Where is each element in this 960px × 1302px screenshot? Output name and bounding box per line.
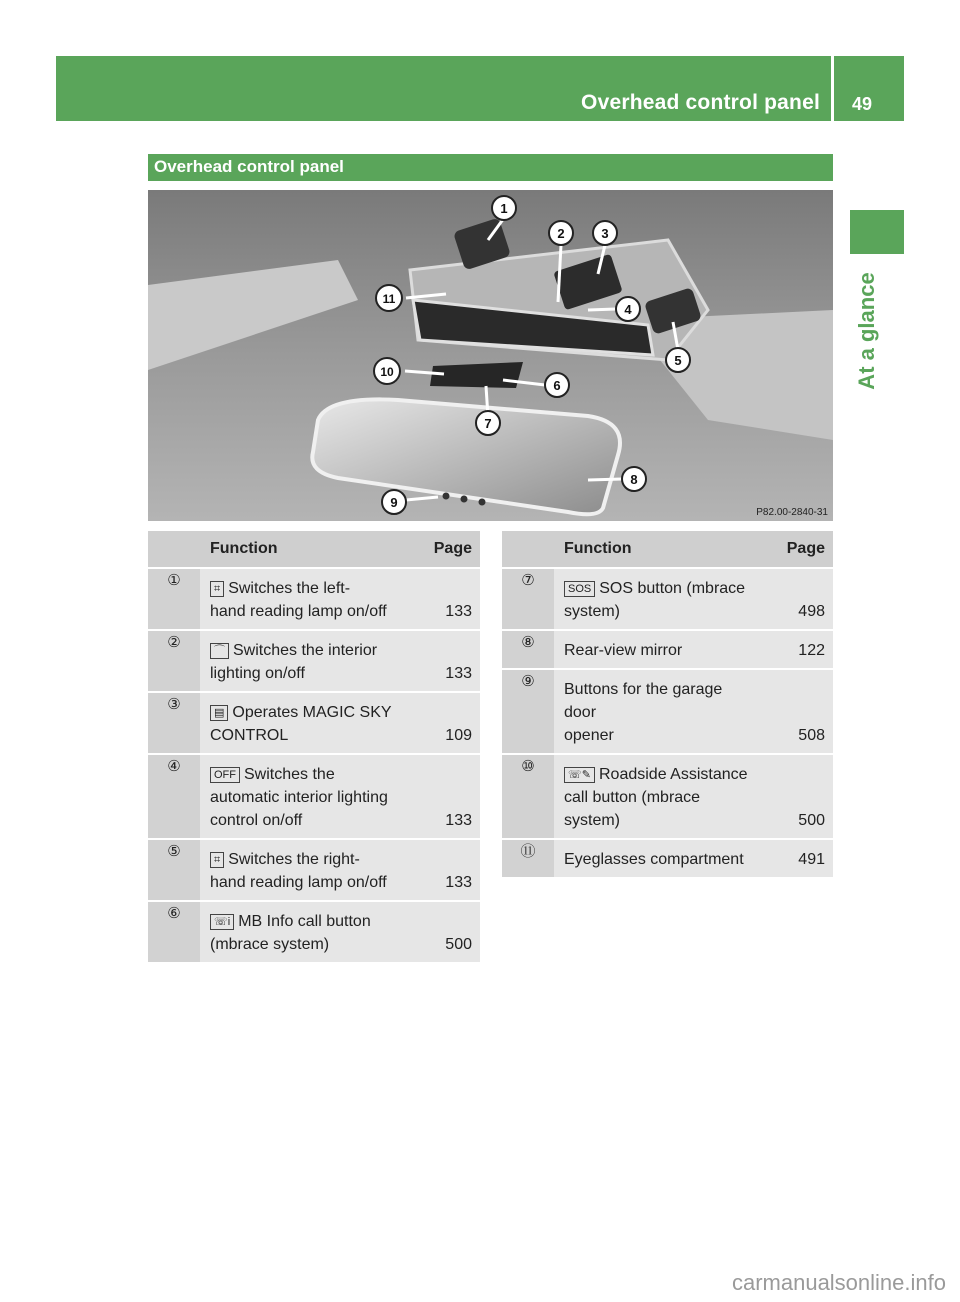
column-header-page: Page	[414, 531, 480, 567]
row-page-reference[interactable]: 133	[414, 569, 480, 629]
row-function-text: call button (mbrace	[564, 789, 701, 806]
row-function-text: Buttons for the garage door	[564, 681, 723, 721]
row-function-text: control on/off	[210, 812, 303, 829]
row-function	[200, 902, 414, 962]
reading-lamp-icon: ⌗	[210, 581, 224, 597]
table-row	[148, 569, 480, 629]
row-number: ⑨	[502, 670, 554, 753]
row-function-text: hand reading lamp on/off	[210, 874, 387, 891]
row-function	[200, 755, 414, 838]
row-function	[200, 840, 414, 900]
row-function	[200, 693, 414, 753]
row-page-reference[interactable]: 500	[767, 755, 833, 838]
callout-6: 6	[553, 378, 561, 393]
row-function-text: Operates MAGIC SKY	[232, 704, 392, 721]
sos-icon: SOS	[564, 581, 595, 597]
callout-2: 2	[557, 226, 565, 241]
row-number: ⑤	[148, 840, 200, 900]
row-function-text: automatic interior lighting	[210, 789, 388, 806]
callout-11: 11	[382, 292, 396, 306]
chapter-tab	[850, 210, 904, 254]
column-header-number	[502, 531, 554, 567]
row-function	[554, 840, 767, 877]
chapter-label-text: At a glance	[854, 272, 879, 390]
function-table-right	[502, 529, 833, 879]
table-header-row	[148, 531, 480, 567]
row-function	[554, 631, 767, 668]
column-header-function: Function	[200, 531, 414, 567]
callout-3: 3	[601, 226, 609, 241]
table-header-row	[502, 531, 833, 567]
row-function	[200, 569, 414, 629]
row-function-text: opener	[564, 727, 614, 744]
header-separator	[831, 56, 834, 121]
table-row	[148, 693, 480, 753]
table-row	[502, 840, 833, 877]
row-function	[554, 755, 767, 838]
row-function-text: system)	[564, 603, 620, 620]
column-header-number	[148, 531, 200, 567]
row-function-text: Roadside Assistance	[598, 766, 748, 783]
row-function-text: SOS button (mbrace	[599, 580, 746, 597]
roadside-call-icon: ☏✎	[564, 767, 595, 783]
row-number: ⑧	[502, 631, 554, 668]
callout-10: 10	[380, 365, 394, 379]
row-function-text: hand reading lamp on/off	[210, 603, 387, 620]
row-function-text: CONTROL	[210, 727, 289, 744]
interior-light-icon: ⌒	[210, 643, 229, 659]
row-page-reference[interactable]: 498	[767, 569, 833, 629]
header-title: Overhead control panel	[581, 91, 820, 114]
row-page-reference[interactable]: 133	[414, 631, 480, 691]
mb-info-call-icon: ☏i	[210, 914, 234, 930]
page-header	[56, 56, 904, 121]
row-number: ⑦	[502, 569, 554, 629]
column-header-function: Function	[554, 531, 767, 567]
row-number: ①	[148, 569, 200, 629]
row-number: ⑩	[502, 755, 554, 838]
overhead-panel-figure	[148, 190, 833, 521]
row-number: ④	[148, 755, 200, 838]
row-function-text: Switches the left-	[228, 580, 351, 597]
callout-4: 4	[624, 302, 632, 317]
table-row	[148, 840, 480, 900]
table-row	[148, 631, 480, 691]
row-function-text: lighting on/off	[210, 665, 305, 682]
overhead-panel-illustration	[148, 190, 833, 521]
callout-9: 9	[390, 495, 398, 510]
row-function-text: Eyeglasses compartment	[564, 851, 744, 868]
row-function-text: MB Info call button	[238, 913, 371, 930]
table-row	[502, 755, 833, 838]
row-function	[554, 670, 767, 753]
row-function	[554, 569, 767, 629]
row-function-text: Switches the interior	[233, 642, 378, 659]
table-row	[502, 670, 833, 753]
row-page-reference[interactable]: 122	[767, 631, 833, 668]
row-page-reference[interactable]: 109	[414, 693, 480, 753]
callout-5: 5	[674, 353, 682, 368]
row-number: ⑪	[502, 840, 554, 877]
table-row	[148, 755, 480, 838]
row-page-reference[interactable]: 133	[414, 840, 480, 900]
table-body-left	[148, 569, 480, 962]
callout-7: 7	[484, 416, 492, 431]
table-row	[148, 902, 480, 962]
row-page-reference[interactable]: 133	[414, 755, 480, 838]
row-number: ②	[148, 631, 200, 691]
row-page-reference[interactable]: 508	[767, 670, 833, 753]
row-function-text: Switches the	[244, 766, 335, 783]
page-number: 49	[851, 94, 872, 114]
magic-sky-icon: ▤	[210, 705, 228, 721]
row-function-text: system)	[564, 812, 620, 829]
row-function	[200, 631, 414, 691]
reading-lamp-icon: ⌗	[210, 852, 224, 868]
table-row	[502, 631, 833, 668]
row-number: ⑥	[148, 902, 200, 962]
column-header-page: Page	[767, 531, 833, 567]
section-bar	[148, 154, 833, 181]
callout-1: 1	[500, 201, 508, 216]
watermark: carmanualsonline.info	[731, 1270, 946, 1295]
row-page-reference[interactable]: 500	[414, 902, 480, 962]
section-title: Overhead control panel	[154, 157, 344, 176]
row-number: ③	[148, 693, 200, 753]
callout-8: 8	[630, 472, 638, 487]
row-page-reference[interactable]: 491	[767, 840, 833, 877]
call-buttons	[430, 362, 523, 388]
row-function-text: Rear-view mirror	[564, 642, 683, 659]
auto-light-off-icon: OFF	[210, 767, 240, 783]
function-table-left	[148, 529, 480, 964]
row-function-text: Switches the right-	[228, 851, 360, 868]
row-function-text: (mbrace system)	[210, 936, 330, 953]
chapter-label	[840, 266, 894, 396]
table-row	[502, 569, 833, 629]
figure-code: P82.00-2840-31	[756, 507, 828, 518]
table-body-right	[502, 569, 833, 877]
